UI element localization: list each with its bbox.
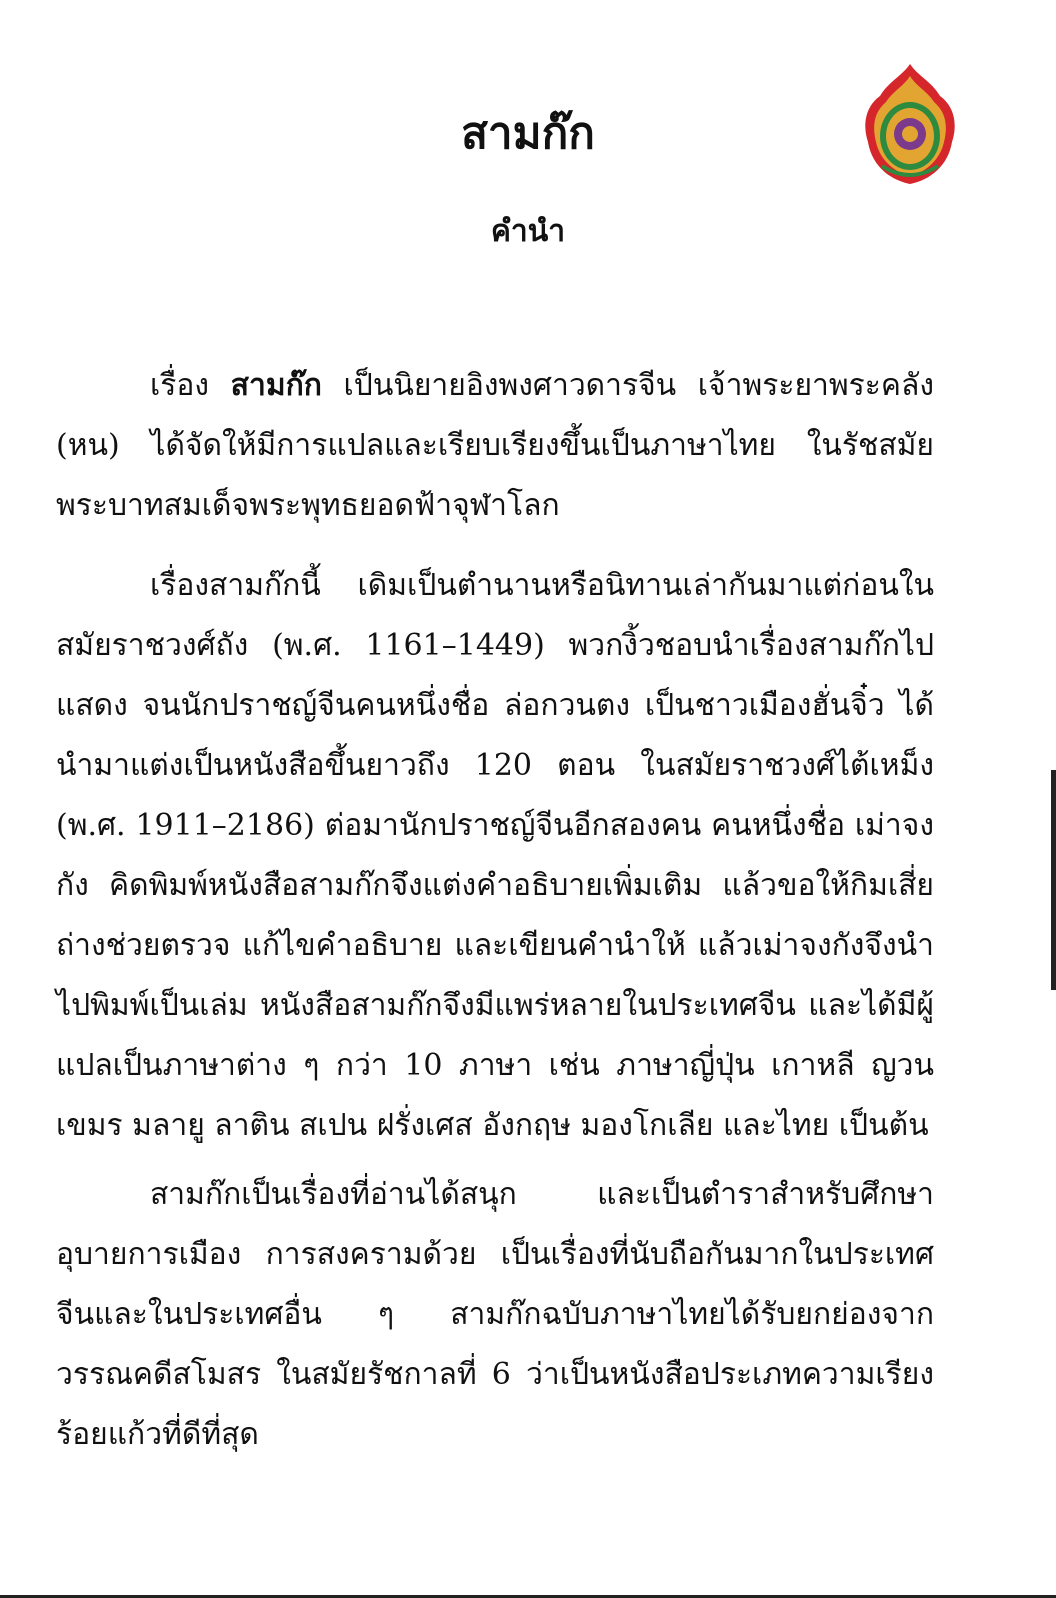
paragraph-3: สามก๊กเป็นเรื่องที่อ่านได้สนุก และเป็นตำราสำหรับศึกษาอุบายการเมือง การสงครามด้วย เป็นเรื่องที่นับถือกันมากในประเทศจีนและในประเทศอื่น ๆ สามก๊กฉบับภาษาไทยได้รับยกย่องจากวรรณคดีสโมสร ในสมัยรัชกาลที่ 6 ว่าเป็นหนังสือประเภทความเรียงร้อยแก้วที่ดีที่สุด [56,1177,934,1452]
paragraph-1-text: เป็นนิยายอิงพงศาวดารจีน เจ้าพระยาพระคลัง (หน) ได้จัดให้มีการแปลและเรียบเรียงขึ้นเป็นภาษาไทย ในรัชสมัยพระบาทสมเด็จพระพุทธยอดฟ้าจุฬาโลก [56,368,934,523]
section-heading: คำนำ [490,214,566,249]
scan-edge-mark [1051,770,1056,990]
paragraph-1 [56,356,934,536]
paragraph-2: เรื่องสามก๊กนี้ เดิมเป็นตำนานหรือนิทานเล่ากันมาแต่ก่อนในสมัยราชวงศ์ถัง (พ.ศ. 1161–1449) พวกงิ้วชอบนำเรื่องสามก๊กไปแสดง จนนักปราชญ์จีนคนหนึ่งชื่อ ล่อกวนตง เป็นชาวเมืองฮั่นจิ๋ว ได้นำมาแต่งเป็นหนังสือขึ้นยาวถึง 120 ตอน ในสมัยราชวงศ์ไต้เหม็ง (พ.ศ. 1911–2186) ต่อมานักปราชญ์จีนอีกสองคน คนหนึ่งชื่อ เม่าจงกัง คิดพิมพ์หนังสือสามก๊กจึงแต่งคำอธิบายเพิ่มเติม แล้วขอให้กิมเสี่ยถ่างช่วยตรวจ แก้ไขคำอธิบาย และเขียนคำนำให้ แล้วเม่าจงกังจึงนำไปพิมพ์เป็นเล่ม หนังสือสามก๊กจึงมีแพร่หลายในประเทศจีน และได้มีผู้แปลเป็นภาษาต่าง ๆ กว่า 10 ภาษา เช่น ภาษาญี่ปุ่น เกาหลี ญวน เขมร มลายู ลาติน สเปน ฝรั่งเศส อังกฤษ มองโกเลีย และไทย เป็นต้น [56,568,934,1143]
paragraph-1-lead: เรื่อง [150,368,210,403]
paragraph-1-emphasis: สามก๊ก [230,368,322,403]
page-title: สามก๊ก [461,108,595,159]
